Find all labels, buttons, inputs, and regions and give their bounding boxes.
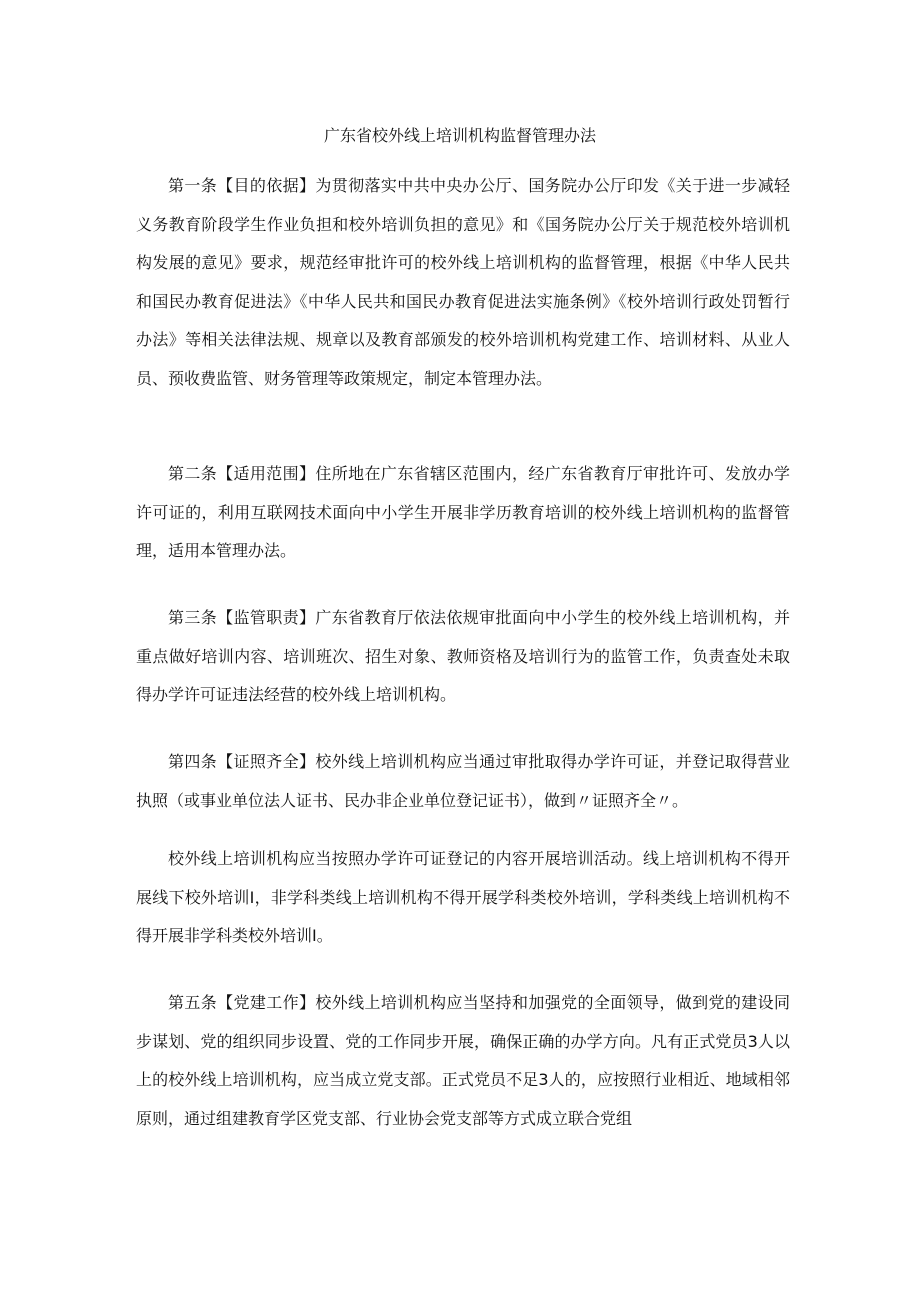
article-1-paragraph: 第一条【目的依据】为贯彻落实中共中央办公厅、国务院办公厅印发《关于进一步减轻义务教育阶段学生作业负担和校外培训负担的意见》和《国务院办公厅关于规范校外培训机构发展的意见》要求，规范经审批许可的校外线上培训机构的监督管理，根据《中华人民共和国民办教育促进法》《中华人民共和国民办教育促进法实施条例》《校外培训行政处罚暂行办法》等相关法律法规、规章以及教育部颁发的校外培训机构党建工作、培训材料、从业人员、预收费监管、财务管理等政策规定，制定本管理办法。: [136, 176, 790, 388]
article-3-paragraph: 第三条【监管职责】广东省教育厅依法依规审批面向中小学生的校外线上培训机构，并重点做好培训内容、培训班次、招生对象、教师资格及培训行为的监管工作，负责查处未取得办学许可证违法经营的校外线上培训机构。: [136, 608, 790, 704]
article-4-continuation-paragraph: 校外线上培训机构应当按照办学许可证登记的内容开展培训活动。线上培训机构不得开展线下校外培训Ⅰ，非学科类线上培训机构不得开展学科类校外培训，学科类线上培训机构不得开展非学科类校外培训Ⅰ。: [136, 849, 790, 945]
document-title: 广东省校外线上培训机构监督管理办法: [323, 126, 596, 145]
article-5-paragraph: 第五条【党建工作】校外线上培训机构应当坚持和加强党的全面领导，做到党的建设同步谋划、党的组织同步设置、党的工作同步开展，确保正确的办学方向。凡有正式党员3人以上的校外线上培训机构，应当成立党支部。正式党员不足3人的，应按照行业相近、地域相邻原则，通过组建教育学区党支部、行业协会党支部等方式成立联合党组: [136, 993, 790, 1128]
article-2-paragraph: 第二条【适用范围】住所地在广东省辖区范围内，经广东省教育厅审批许可、发放办学许可证的，利用互联网技术面向中小学生开展非学历教育培训的校外线上培训机构的监督管理，适用本管理办法。: [136, 464, 790, 560]
article-4-paragraph: 第四条【证照齐全】校外线上培训机构应当通过审批取得办学许可证，并登记取得营业执照（或事业单位法人证书、民办非企业单位登记证书），做到〃证照齐全〃。: [136, 752, 790, 810]
